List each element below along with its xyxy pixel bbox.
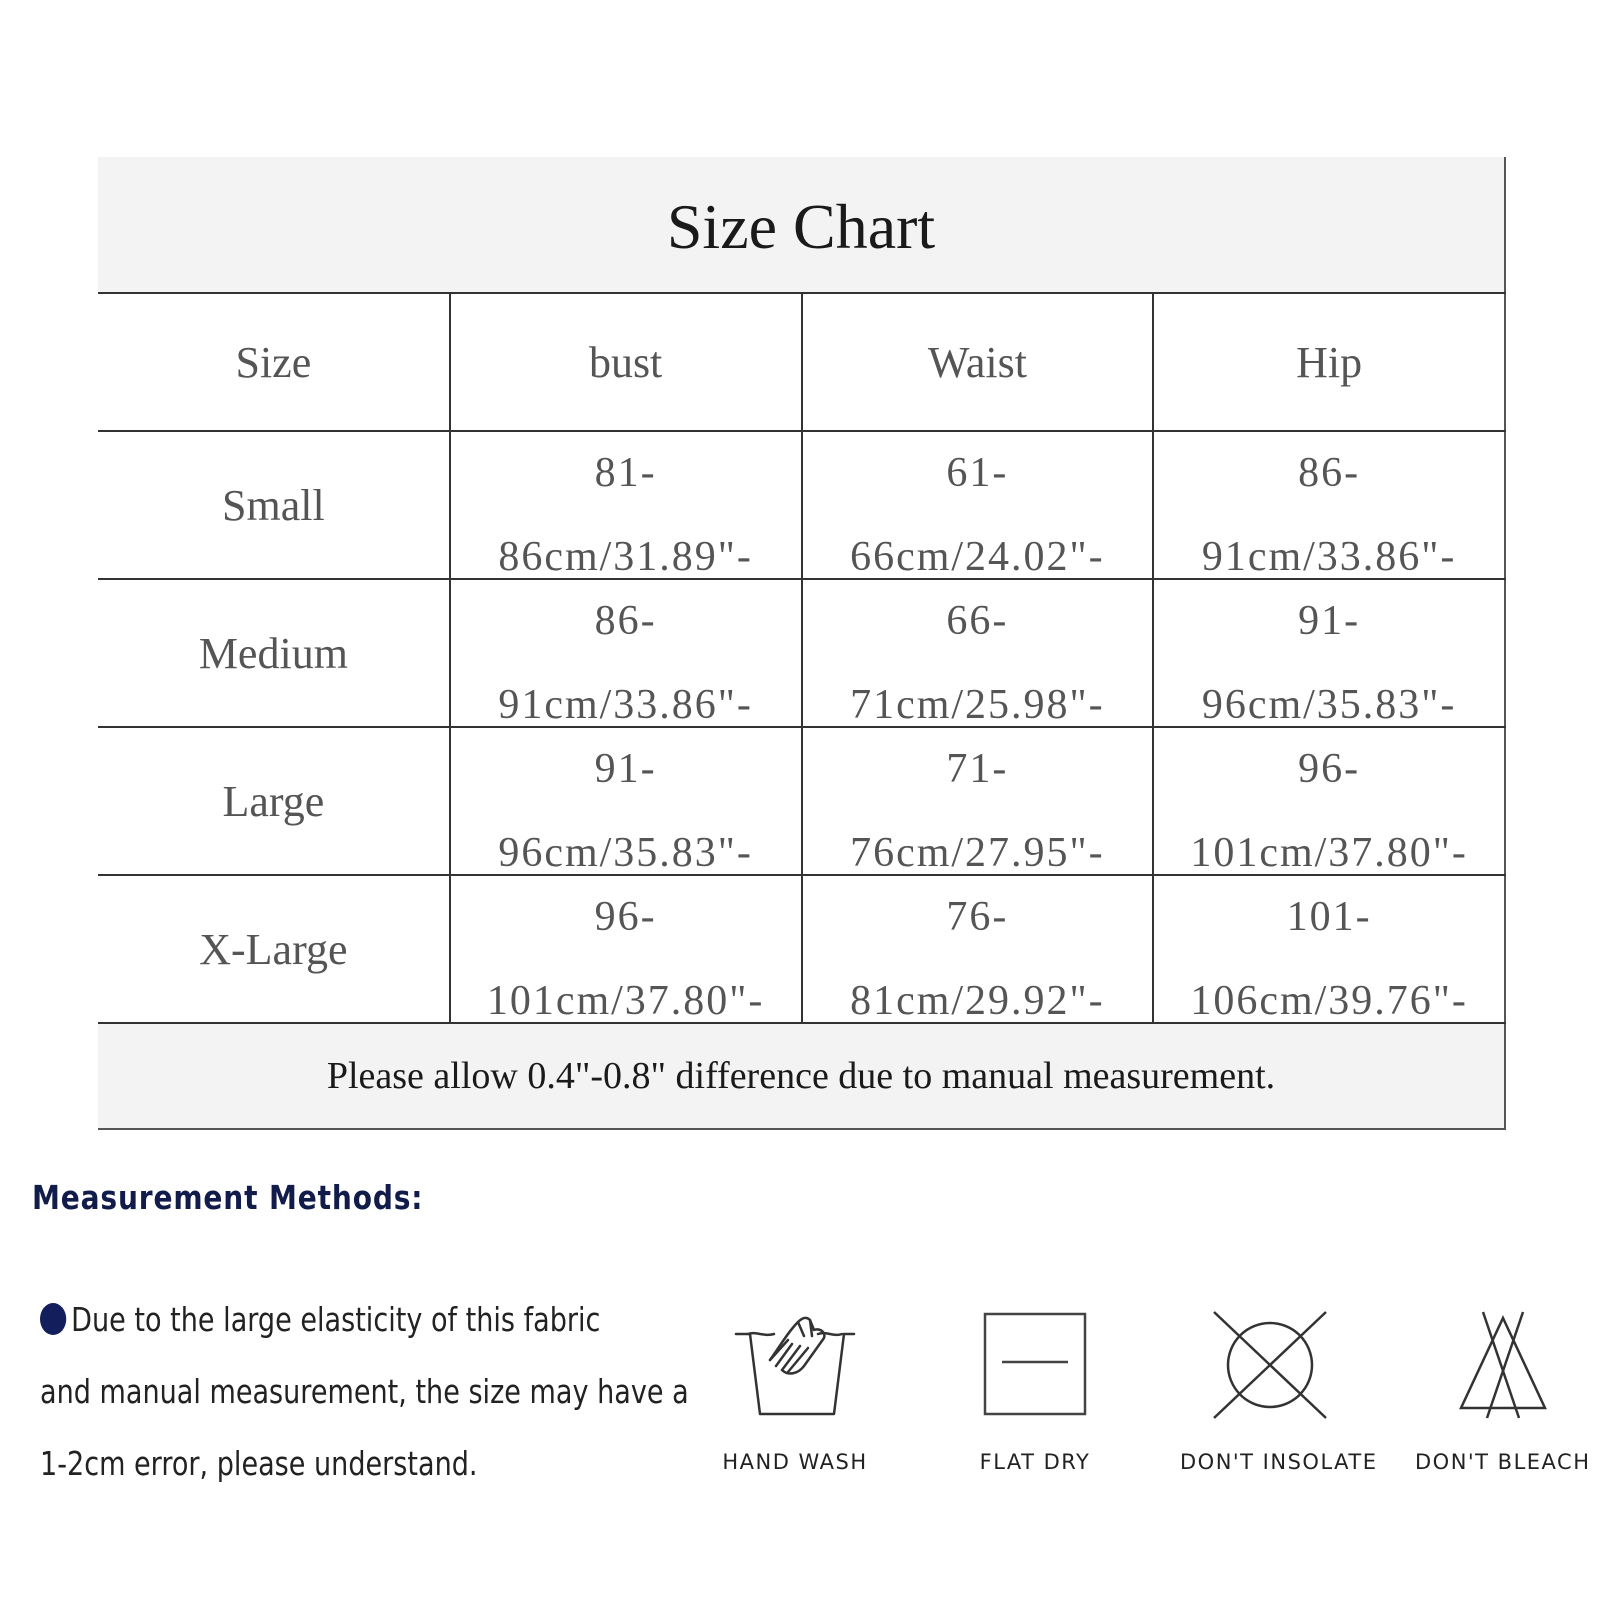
- care-dont-bleach: [1415, 1310, 1590, 1474]
- table-row: [98, 727, 1505, 875]
- hip-value-start: 96-: [1298, 746, 1361, 792]
- table-row: [98, 875, 1505, 1023]
- waist-value-start: 61-: [946, 450, 1009, 496]
- bust-value-start: 91-: [594, 746, 657, 792]
- table-row: [98, 579, 1505, 727]
- hip-value-start: 91-: [1298, 598, 1361, 644]
- table-row: [98, 431, 1505, 579]
- measurement-note: Please allow 0.4"-0.8" difference due to manual measurement.: [98, 1023, 1505, 1129]
- measurement-methods-title: Measurement Methods:: [32, 1178, 424, 1217]
- hip-value-end: 106cm/39.76"-: [1190, 978, 1468, 1023]
- care-flat-dry: [960, 1310, 1110, 1474]
- bust-cell: [450, 875, 802, 1023]
- size-chart-table: [98, 157, 1506, 1130]
- waist-value-start: 66-: [946, 598, 1009, 644]
- measurement-line: 1-2cm error, please understand.: [40, 1444, 478, 1483]
- waist-value-end: 81cm/29.92"-: [850, 978, 1105, 1023]
- bust-cell: [450, 431, 802, 579]
- care-label-dont-insolate: DON'T INSOLATE: [1180, 1450, 1378, 1474]
- size-chart-title-cell: [98, 157, 1505, 293]
- size-chart-title: Size Chart: [666, 190, 936, 262]
- care-label-hand-wash: HAND WASH: [722, 1450, 868, 1474]
- bust-value-end: 86cm/31.89"-: [498, 534, 753, 579]
- header-hip: Hip: [1153, 293, 1505, 431]
- bust-value-start: 96-: [594, 894, 657, 940]
- waist-value-end: 71cm/25.98"-: [850, 682, 1105, 727]
- measurement-line: and manual measurement, the size may have a: [40, 1372, 689, 1411]
- waist-value-end: 76cm/27.95"-: [850, 830, 1105, 875]
- hand-wash-icon: [730, 1310, 860, 1420]
- waist-cell: [802, 727, 1154, 875]
- hip-cell: [1153, 579, 1505, 727]
- waist-cell: [802, 579, 1154, 727]
- size-label: X-Large: [98, 875, 450, 1023]
- bust-value-end: 91cm/33.86"-: [498, 682, 753, 727]
- hip-cell: [1153, 727, 1505, 875]
- waist-value-start: 71-: [946, 746, 1009, 792]
- care-label-flat-dry: FLAT DRY: [979, 1450, 1091, 1474]
- header-waist: Waist: [802, 293, 1154, 431]
- measurement-line: [40, 1300, 663, 1372]
- hip-value-end: 101cm/37.80"-: [1190, 830, 1468, 875]
- bullet-icon: [40, 1303, 66, 1335]
- bust-value-end: 96cm/35.83"-: [498, 830, 753, 875]
- hip-value-end: 96cm/35.83"-: [1201, 682, 1457, 727]
- care-label-dont-bleach: DON'T BLEACH: [1415, 1450, 1591, 1474]
- dont-insolate-icon: [1210, 1310, 1330, 1420]
- note-row: [98, 1023, 1505, 1129]
- hip-cell: [1153, 431, 1505, 579]
- hip-value-start: 101-: [1286, 894, 1372, 940]
- header-size: Size: [98, 293, 450, 431]
- hip-cell: [1153, 875, 1505, 1023]
- hip-value-end: 91cm/33.86"-: [1201, 534, 1457, 579]
- header-row: [98, 293, 1505, 431]
- hip-value-start: 86-: [1298, 450, 1361, 496]
- measurement-methods-text: [40, 1300, 689, 1516]
- bust-value-start: 81-: [594, 450, 657, 496]
- bust-value-end: 101cm/37.80"-: [486, 978, 765, 1023]
- size-label: Small: [98, 431, 450, 579]
- bust-value-start: 86-: [594, 598, 657, 644]
- dont-bleach-icon: [1453, 1310, 1553, 1420]
- bust-cell: [450, 579, 802, 727]
- care-dont-insolate: [1180, 1310, 1378, 1474]
- waist-cell: [802, 431, 1154, 579]
- bust-cell: [450, 727, 802, 875]
- waist-value-end: 66cm/24.02"-: [850, 534, 1105, 579]
- flat-dry-icon: [980, 1310, 1090, 1420]
- title-row: [98, 157, 1505, 293]
- header-bust: bust: [450, 293, 802, 431]
- waist-value-start: 76-: [946, 894, 1009, 940]
- care-hand-wash: [720, 1310, 870, 1474]
- measurement-line-text: Due to the large elasticity of this fabric: [71, 1300, 601, 1339]
- size-label: Large: [98, 727, 450, 875]
- size-label: Medium: [98, 579, 450, 727]
- waist-cell: [802, 875, 1154, 1023]
